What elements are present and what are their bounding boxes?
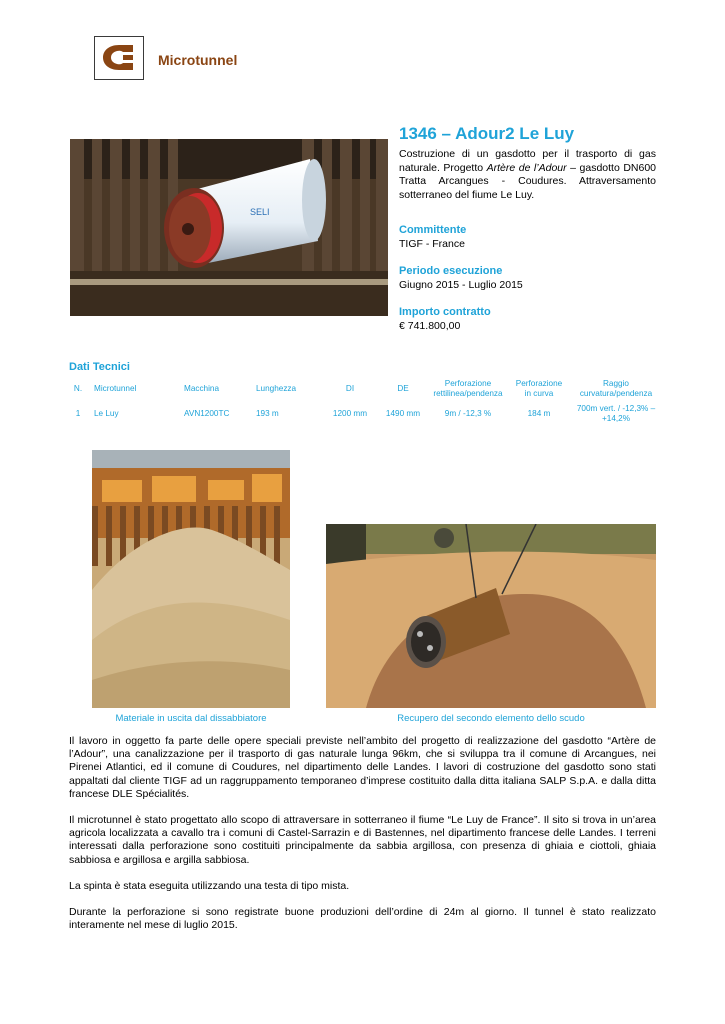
brand-name: Microtunnel [158,52,238,68]
paragraph: Il lavoro in oggetto fa parte delle opere speciali previste nell’ambito del progetto di realizzazione del gasdotto “Artère de l’Adour”, una canalizzazione per il trasporto di gas naturale lunga 96km, che si sviluppa tra il comune di Arcangues, nei Pirenei Atlantici, ed il comune di Coudures, nel dipartimento delle Landes. I lavori di costruzione del gasdotto sono stati appaltati dal cliente TIGF ad un raggruppamento temporaneo d’imprese costituito dalla ditta italiana SALP S.p.A. e dalla ditta francese DLE Spécialités. [69,735,656,800]
table-cell: 9m / -12,3 % [444,409,492,418]
table-cell: AVN1200TC [184,409,230,418]
col-header: Raggio curvatura/pendenza [579,379,653,398]
project-description: Costruzione di un gasdotto per il trasporto di gas naturale. Progetto Artère de l’Adour – gasdotto DN600 Tratta Arcangues - Coudures. Attraversamento sotterraneo del fiume Le Luy. [399,148,657,201]
tech-data-title: Dati Tecnici [69,361,130,373]
project-narrative [69,735,656,945]
photo-caption-shield: Recupero del secondo elemento dello scudo [397,713,585,724]
excavation-photo [326,524,656,708]
col-header: Perforazione rettilinea/pendenza [433,379,503,398]
table-cell: Le Luy [94,409,119,418]
company-logo [94,36,144,80]
col-header: N. [73,384,83,393]
project-title: 1346 – Adour2 Le Luy [399,124,575,143]
committente-label: Committente [399,224,467,236]
sand-pile-photo [92,450,290,708]
paragraph: La spinta è stata eseguita utilizzando una testa di tipo mista. [69,879,350,892]
table-cell: 700m vert. / -12,3% – +14,2% [576,404,656,423]
svg-text:SELI: SELI [250,207,270,217]
table-row [64,401,664,427]
col-header: Macchina [184,384,220,393]
periodo-value: Giugno 2015 - Luglio 2015 [399,279,523,291]
paragraph: Durante la perforazione si sono registrate buone produzioni dell’ordine di 24m al giorno. Il tunnel è stato realizzato interamente nel mese di luglio 2015. [69,906,656,932]
col-header: Microtunnel [94,384,137,393]
importo-value: € 741.800,00 [399,320,461,332]
photo-caption-sand: Materiale in uscita dal dissabbiatore [115,713,267,724]
committente-value: TIGF - France [399,238,465,250]
col-header: DI [345,384,355,393]
periodo-label: Periodo esecuzione [399,265,503,277]
tech-data-table [64,377,664,427]
table-cell: 1 [75,409,81,418]
col-header: Lunghezza [256,384,297,393]
table-cell: 184 m [527,409,551,418]
table-cell: 193 m [256,409,279,418]
importo-label: Importo contratto [399,306,491,318]
tbm-machine-photo [70,139,388,316]
col-header: Perforazione in curva [515,379,563,398]
table-header-row [64,377,664,401]
paragraph: Il microtunnel è stato progettato allo scopo di attraversare in sotterraneo il fiume “Le Luy de France”. Il sito si trova in un’area agricola localizzata a cavallo tra i comuni di Castel-Sarrazin e di Bastennes, nel dipartimento francese delle Landes. I terreni interessati dalla perforazione sono costituiti principalmente da sabbia argillosa, con presenza di ghiaia e ciottoli, ghiaia sabbiosa e argillosa e argilla sabbiosa. [69,814,656,866]
col-header: DE [397,384,409,393]
table-cell: 1200 mm [332,409,368,418]
table-cell: 1490 mm [385,409,421,418]
